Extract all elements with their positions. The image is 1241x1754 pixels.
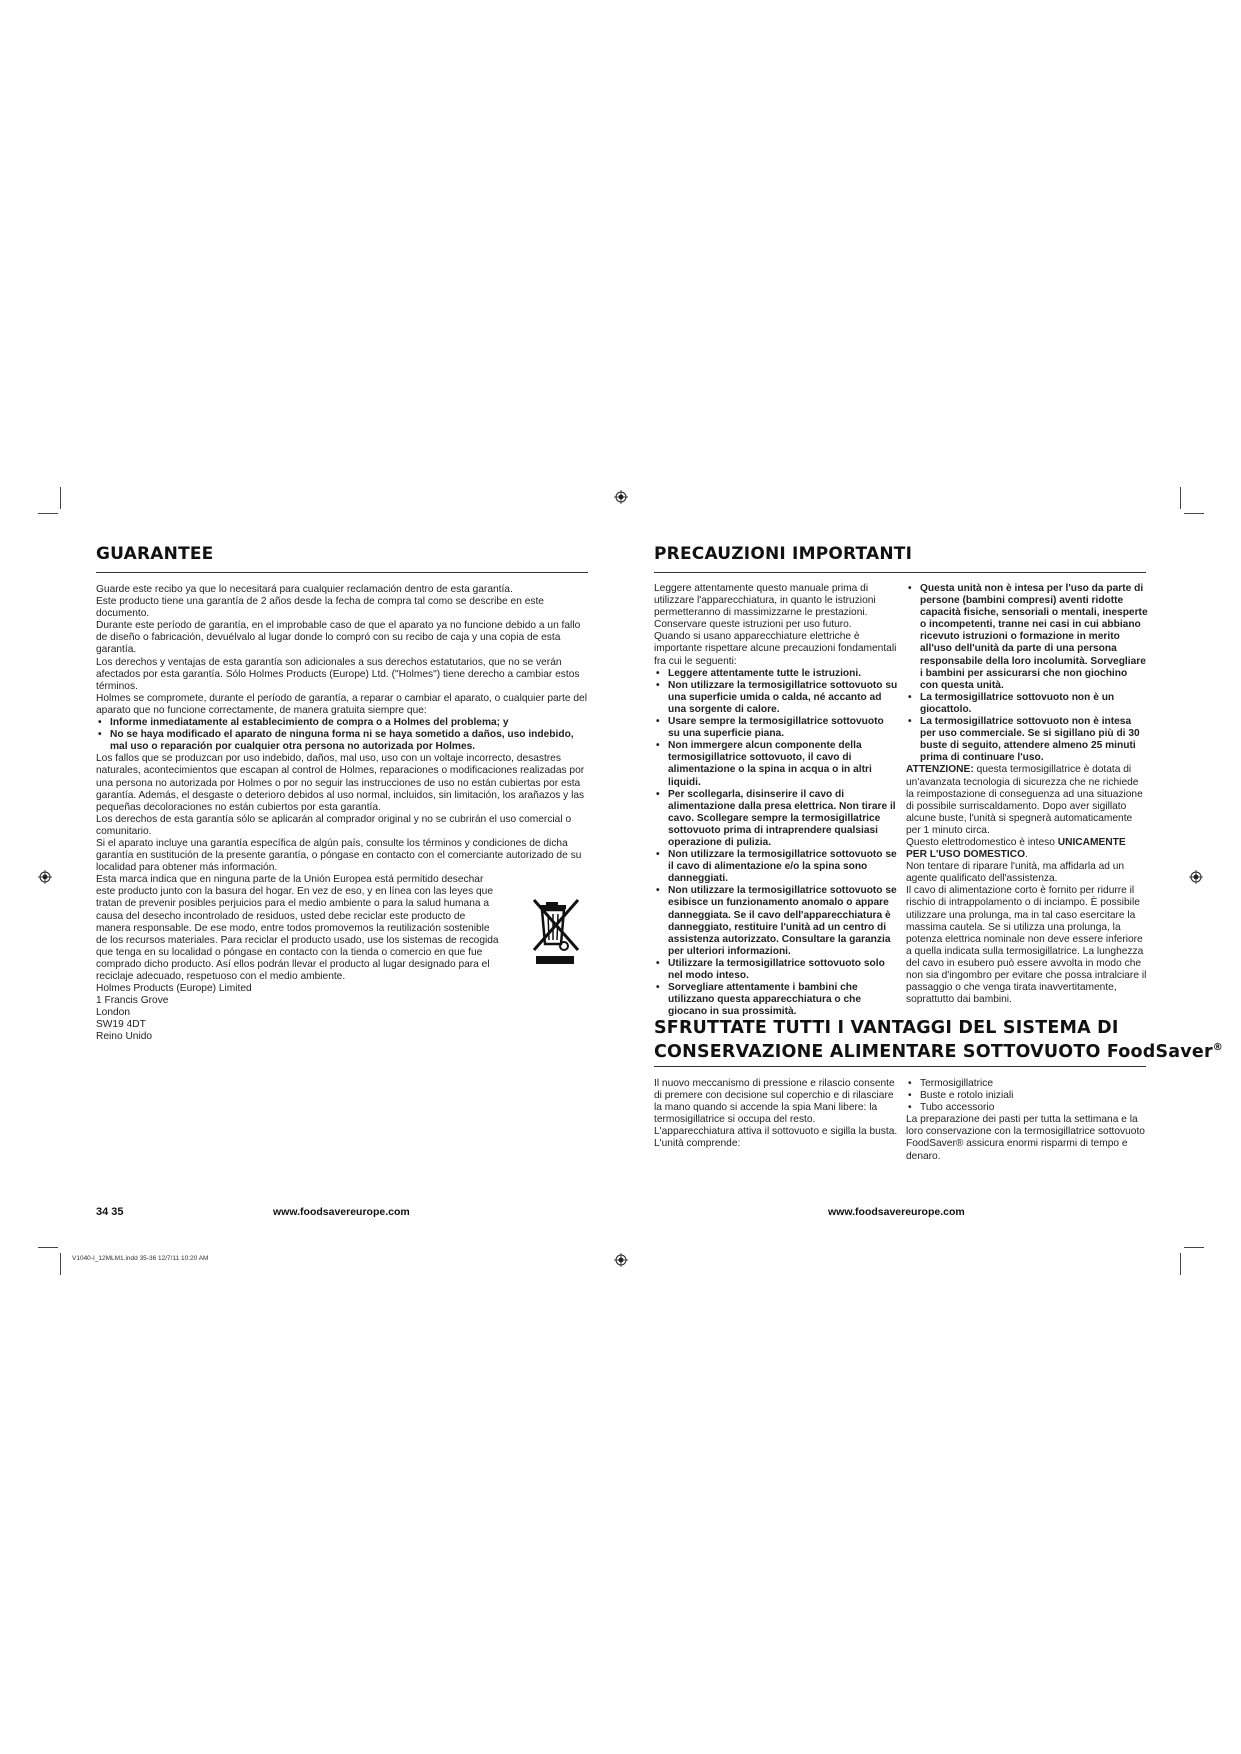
crop-mark <box>1184 513 1204 514</box>
paragraph: Este producto tiene una garantía de 2 años desde la fecha de compra tal como se describe en este documento. <box>96 596 544 620</box>
list-item: • Utilizzare la termosigillatrice sottovuoto solo nel modo inteso. <box>654 958 898 982</box>
registered-mark: ® <box>1212 1042 1223 1053</box>
list-item: • Sorvegliare attentamente i bambini che utilizzano questa apparecchiatura o che giocano in sua prossimità. <box>654 982 898 1018</box>
attention-label: ATTENZIONE: <box>906 764 974 776</box>
paragraph: Il nuovo meccanismo di pressione e rilascio consente di premere con decisione sul coperchio e di rilasciare la mano quando si accende la spia Mani libere: la termosigillatrice si occupa del resto. L'apparecchiatura attiva il sottovuoto e sigilla la busta. <box>654 1078 898 1138</box>
domestic-text: Questo elettrodomestico è inteso <box>906 836 1058 848</box>
precautions-col2 <box>906 583 1148 1006</box>
domestic-paragraph <box>906 837 1148 861</box>
footer-url-left[interactable]: www.foodsavereurope.com <box>273 1206 410 1218</box>
list-item: • Informe inmediatamente al establecimiento de compra o a Holmes del problema; y <box>96 717 588 729</box>
crop-mark <box>1184 1247 1204 1248</box>
paragraph: Los derechos y ventajas de esta garantía son adicionales a sus derechos estatutarios, que no se verán afectados por esta garantía. Sólo Holmes Products (Europe) Ltd. ("Holmes") tiene derecho a cambiar estos términos. <box>96 656 580 692</box>
title-rule <box>96 572 588 573</box>
paragraph: Quando si usano apparecchiature elettriche è importante rispettare alcune precauzioni fondamentali fra cui le seguenti: <box>654 631 897 667</box>
weee-paragraph: Esta marca indica que en ninguna parte de la Unión Europea está permitido desechar este producto junto con la basura del hogar. En vez de eso, y en línea con las leyes que tratan de prevenir posibles perjuicios para el medio ambiente o para la salud humana a causa del desecho incontrolado de residuos, usted debe reciclar este producto de manera responsable. De ese modo, entre todos promovemos la reutilización sostenible de los recursos materiales. Para reciclar el producto usado, use los sistemas de recogida que tenga en su localidad o póngase en contacto con la tienda o comercio en que fue comprado dicho producto. Así ellos podrán llevar el producto al lugar designado para el reciclaje adecuado, respetuoso con el medio ambiente. <box>96 874 499 982</box>
list-item: • La termosigillatrice sottovuoto non è un giocattolo. <box>906 692 1148 716</box>
list-item: • Non utilizzare la termosigillatrice sottovuoto se il cavo di alimentazione e/o la spina sono danneggiati. <box>654 849 898 885</box>
registration-mark-icon <box>614 490 628 504</box>
contents-list <box>906 1078 1148 1114</box>
paragraph: Guarde este recibo ya que lo necesitará para cualquier reclamación dentro de esta garantía. <box>96 584 513 595</box>
domestic-end: . <box>1025 849 1028 861</box>
section-title-line1: SFRUTTATE TUTTI I VANTAGGI DEL SISTEMA DI <box>654 1018 1119 1038</box>
paragraph: Leggere attentamente questo manuale prima di utilizzare l'apparecchiatura, in quanto le istruzioni permetteranno di massimizzarne le prestazioni. <box>654 583 876 619</box>
list-item: • Usare sempre la termosigillatrice sottovuoto su una superficie piana. <box>654 716 898 740</box>
precautions-list-2 <box>906 583 1148 764</box>
crop-mark <box>1180 487 1181 509</box>
list-item: • Per scollegarla, disinserire il cavo di alimentazione dalla presa elettrica. Non tirare il cavo. Scollegare sempre la termosigillatrice sottovuoto prima di intraprendere qualsiasi operazione di pulizia. <box>654 789 898 849</box>
attention-text: questa termosigillatrice è dotata di un'avanzata tecnologia di sicurezza che ne richiede la reimpostazione di conseguenza ad una situazione di possibile surriscaldamento. Dopo aver sigillato alcune buste, l'unità si spegnerà automaticamente per 1 minuto circa. <box>906 764 1143 836</box>
crop-mark <box>60 487 61 509</box>
crop-mark <box>38 513 58 514</box>
conditions-list <box>96 717 588 753</box>
weee-crossed-bin-icon <box>532 896 584 968</box>
registration-mark-icon <box>38 870 52 884</box>
paragraph: Conservare queste istruzioni per uso futuro. <box>654 619 852 631</box>
foodsaver-col1 <box>654 1078 898 1151</box>
paragraph: Il cavo di alimentazione corto è fornito per ridurre il rischio di intrappolamento o di inciampo. È possibile utilizzare una prolunga, ma in tal caso esercitare la massima cautela. Se si utilizza una prolunga, la potenza elettrica nominale non deve essere inferiore a quella indicata sulla termosigillatrice. La lunghezza del cavo in esubero può essere avvolta in modo che non sia d'ingombro per evitare che possa intralciare il passaggio o che venga tirata inavvertitamente, soprattutto dai bambini. <box>906 885 1147 1006</box>
crop-mark <box>38 1247 58 1248</box>
crop-mark <box>1180 1253 1181 1275</box>
crop-mark <box>60 1253 61 1275</box>
list-item: • Leggere attentamente tutte le istruzioni. <box>654 668 898 680</box>
address-line: SW19 4DT <box>96 1019 146 1031</box>
list-item: • Termosigillatrice <box>906 1078 1148 1090</box>
section-title-foodsaver <box>654 1018 1223 1062</box>
registration-mark-icon <box>614 1253 628 1267</box>
registration-mark-icon <box>1189 870 1203 884</box>
list-item: • Non utilizzare la termosigillatrice sottovuoto su una superficie umida o calda, né accanto ad una sorgente di calore. <box>654 680 898 716</box>
guarantee-body <box>96 584 588 1044</box>
paragraph: Los derechos de esta garantía sólo se aplicarán al comprador original y no se cubrirán el uso comercial o comunitario. <box>96 813 572 837</box>
attention-paragraph <box>906 764 1148 837</box>
file-slug: V1040-I_12MLM1.indd 35-36 12/7/11 10:20 AM <box>72 1255 209 1262</box>
paragraph: Si el aparato incluye una garantía específica de algún país, consulte los términos y condiciones de dicha garantía en sustitución de la presente garantía, o póngase en contacto con el comerciante autorizado de su localidad para obtener más información. <box>96 837 582 874</box>
address-line: Reino Unido <box>96 1031 153 1043</box>
foodsaver-col2 <box>906 1078 1148 1163</box>
paragraph: La preparazione dei pasti per tutta la settimana e la loro conservazione con la termosigillatrice sottovuoto FoodSaver® assicura enormi risparmi di tempo e denaro. <box>906 1114 1145 1162</box>
precautions-list <box>654 668 898 1019</box>
footer-url-right[interactable]: www.foodsavereurope.com <box>828 1206 965 1218</box>
title-rule <box>654 572 1146 573</box>
paragraph: Los fallos que se produzcan por uso indebido, daños, mal uso, uso con un voltaje incorrecto, desastres naturales, acontecimientos que escapan al control de Holmes, reparaciones o modificaciones realizadas por una persona no autorizada por Holmes o por no seguir las instrucciones de uso no están cubiertas por esta garantía. Además, el desgaste o deterioro debidos al uso normal, incluidos, sin limitación, los arañazos y las pequeñas decoloraciones no están cubiertos por esta garantía. <box>96 753 585 813</box>
page-number: 34 35 <box>96 1206 124 1218</box>
list-item: • Buste e rotolo iniziali <box>906 1090 1148 1102</box>
section-title-line2: CONSERVAZIONE ALIMENTARE SOTTOVUOTO FoodSaver <box>654 1041 1213 1062</box>
list-item: • Tubo accessorio <box>906 1102 1148 1114</box>
domestic-bold: UNICAMENTE PER L'USO DOMESTICO <box>906 836 1126 861</box>
list-item: • No se haya modificado el aparato de ninguna forma ni se haya sometido a daños, uso indebido, mal uso o reparación por cualquier otra persona no autorizada por Holmes. <box>96 729 588 753</box>
list-item: • Non immergere alcun componente della termosigillatrice sottovuoto, il cavo di alimentazione o la spina in acqua o in altri liquidi. <box>654 740 898 788</box>
paragraph: Holmes se compromete, durante el período de garantía, a reparar o cambiar el aparato, o cualquier parte del aparato que no funcione correctamente, de manera gratuita siempre que: <box>96 692 587 716</box>
address-line: Holmes Products (Europe) Limited <box>96 983 252 995</box>
paragraph: Non tentare di riparare l'unità, ma affidarla ad un agente qualificato dell'assistenza. <box>906 861 1125 885</box>
list-item: • La termosigillatrice sottovuoto non è intesa per uso commerciale. Se si sigillano più di 30 buste di seguito, attendere almeno 25 minuti prima di continuare l'uso. <box>906 716 1148 764</box>
list-item: • Questa unità non è intesa per l'uso da parte di persone (bambini compresi) aventi ridotte capacità fisiche, sensoriali o mentali, inesperte o incompetenti, tranne nei casi in cui abbiano ricevuto istruzioni o formazione in merito all'uso dell'unità da parte di una persona responsabile della loro incolumità. Sorvegliare i bambini per assicurarsi che non giochino con questa unità. <box>906 583 1148 692</box>
address-line: 1 Francis Grove <box>96 995 169 1007</box>
page-title-guarantee: GUARANTEE <box>96 544 214 564</box>
paragraph: Durante este período de garantía, en el improbable caso de que el aparato ya no funcione debido a un fallo de diseño o fabricación, devuélvalo al lugar donde lo compró con su recibo de caja y una copia de esta garantía. <box>96 620 581 656</box>
precautions-col1 <box>654 583 898 1018</box>
title-rule <box>654 1066 1146 1067</box>
page-title-precauzioni: PRECAUZIONI IMPORTANTI <box>654 544 913 564</box>
list-item: • Non utilizzare la termosigillatrice sottovuoto se esibisce un funzionamento anomalo o appare danneggiata. Se il cavo dell'apparecchiatura è danneggiato, restituire l'unità ad un centro di assistenza autorizzato. Consultare la garanzia per ulteriori informazioni. <box>654 885 898 958</box>
paragraph: L'unità comprende: <box>654 1138 741 1150</box>
address-line: London <box>96 1007 130 1019</box>
